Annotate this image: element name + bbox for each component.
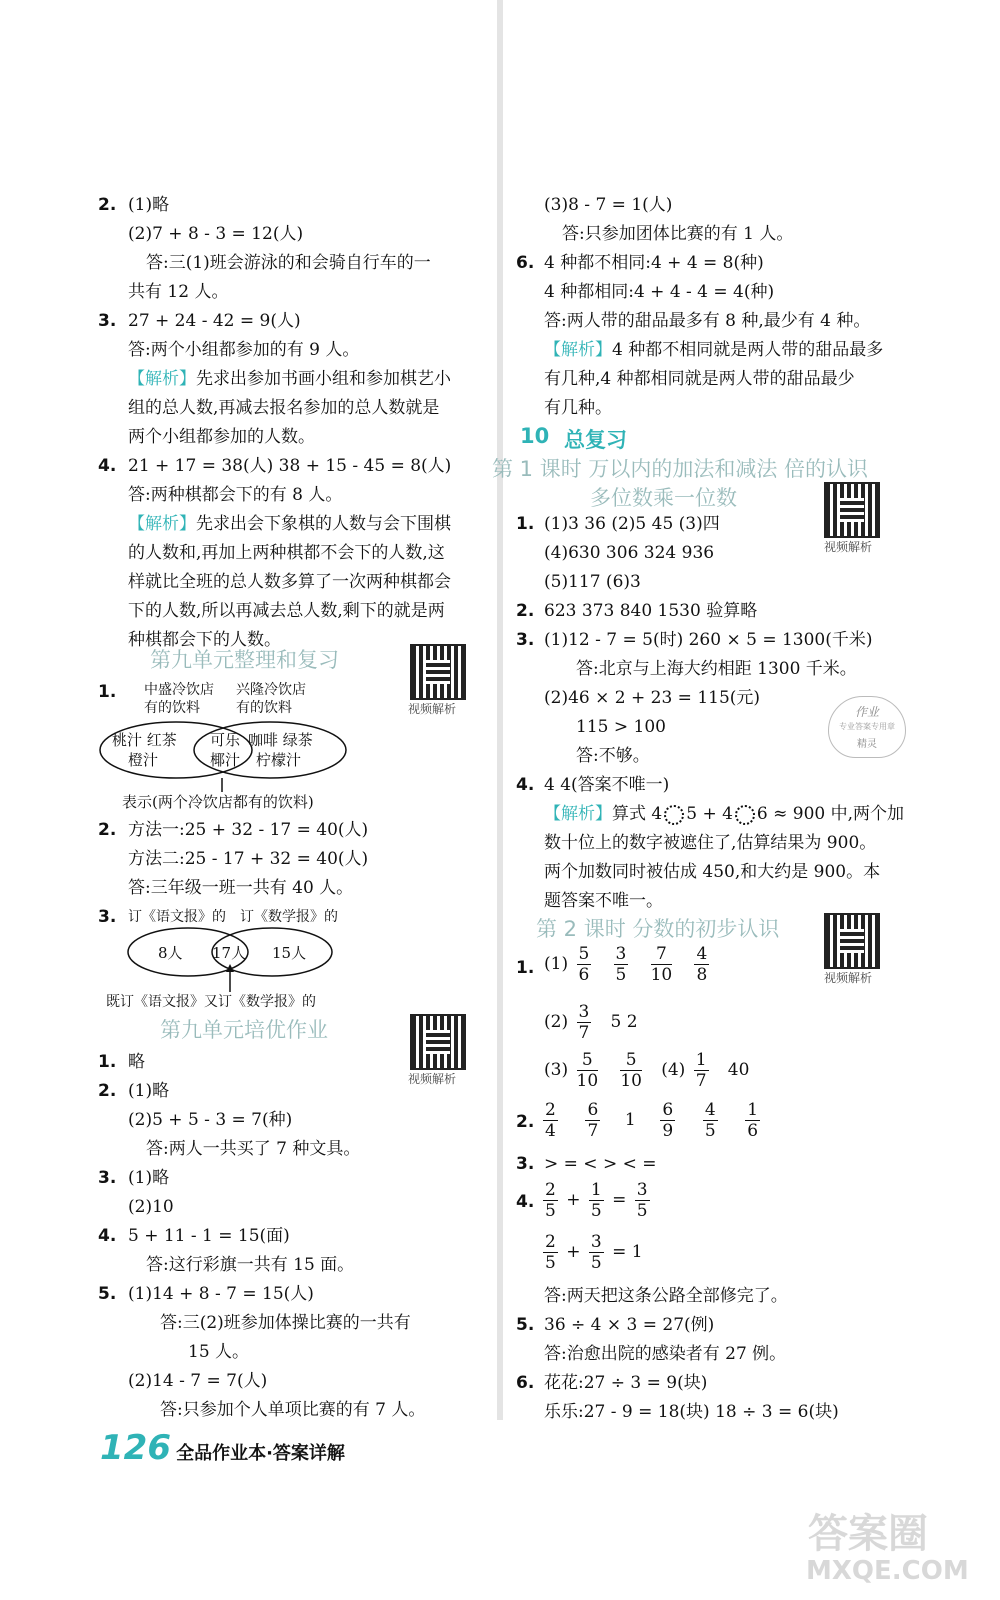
fraction: $\frac{4}{5}$ [704, 1100, 716, 1141]
unit-title: 总复习 [564, 428, 627, 452]
venn-text: 橙汁 [128, 751, 159, 769]
fraction: $\frac{6}{9}$ [662, 1100, 674, 1141]
answer-text: 1 [624, 1110, 636, 1130]
flower-blot-icon [735, 805, 755, 825]
sub-label: (1) [544, 954, 569, 974]
answer-line: 方法二:25 - 17 + 32 = 40(人) [128, 849, 369, 869]
q-number: 2. [98, 195, 117, 215]
qr-code-icon[interactable] [824, 482, 880, 538]
venn-label: 兴隆冷饮店 [236, 682, 306, 698]
fraction: $\frac{1}{5}$ [590, 1180, 602, 1221]
venn-note: 既订《语文报》又订《数学报》的 [106, 994, 316, 1010]
section-heading: 第九单元培优作业 [160, 1018, 328, 1042]
fraction: $\frac{3}{5}$ [636, 1180, 648, 1221]
q-number: 3. [98, 311, 117, 331]
q-number: 1. [516, 958, 535, 978]
venn-text: 可乐 [210, 731, 241, 749]
answer-line: (2)10 [128, 1197, 174, 1217]
lesson-heading: 第 2 课时 分数的初步认识 [536, 917, 780, 941]
qr-label: 视频解析 [824, 971, 873, 985]
q-number: 2. [98, 820, 117, 840]
fraction-row [544, 1002, 638, 1043]
answer-line: 15 人。 [188, 1342, 250, 1362]
analysis-text: 下的人数,所以再减去总人数,剩下的就是两 [128, 601, 445, 621]
answer-line: 答:三(2)班参加体操比赛的一共有 [160, 1313, 411, 1333]
venn-text: 柠檬汁 [256, 751, 302, 769]
q-number: 4. [516, 1192, 535, 1212]
q-number: 4. [98, 1226, 117, 1246]
answer-line: (2)5 + 5 - 3 = 7(种) [128, 1110, 293, 1130]
operator: + [566, 1242, 581, 1262]
q-number: 3. [98, 1168, 117, 1188]
answer-line: (1)3 36 (2)5 45 (3)四 [544, 514, 720, 534]
venn-note: 表示(两个冷饮店都有的饮料) [122, 793, 314, 811]
qr-label: 视频解析 [408, 1072, 457, 1086]
flower-blot-icon [664, 805, 684, 825]
q-number: 2. [516, 601, 535, 621]
unit-number: 10 [520, 424, 550, 448]
answer-line: 答:三年级一班一共有 40 人。 [128, 878, 354, 898]
q-number: 5. [98, 1284, 117, 1304]
book-title: 全品作业本·答案详解 [176, 1443, 345, 1464]
answer-line: 36 ÷ 4 × 3 = 27(例) [544, 1315, 715, 1335]
analysis-text: 4 种都不相同就是两人带的甜品最多 [612, 340, 884, 360]
fraction: $\frac{7}{10}$ [650, 944, 673, 985]
answer-line: (2)14 - 7 = 7(人) [128, 1371, 268, 1391]
venn-label: 订《语文报》的 [128, 909, 226, 925]
answer-line: (1)14 + 8 - 7 = 15(人) [128, 1284, 314, 1304]
answer-text: 5 2 [610, 1012, 638, 1032]
answer-text: 40 [727, 1060, 750, 1080]
fraction: $\frac{5}{10}$ [576, 1050, 599, 1091]
q-number: 1. [98, 682, 117, 702]
page-footer [100, 1428, 345, 1468]
fraction: $\frac{1}{7}$ [695, 1050, 707, 1091]
answer-line: 共有 12 人。 [128, 282, 229, 302]
answer-line: 答:治愈出院的感染者有 27 例。 [544, 1344, 787, 1364]
answer-line: 答:三(1)班会游泳的和会骑自行车的一 [146, 253, 431, 273]
venn-text: 17人 [212, 944, 247, 962]
lesson-heading: 第 1 课时 万以内的加法和减法 倍的认识 [492, 457, 869, 481]
fraction: $\frac{4}{8}$ [696, 944, 708, 985]
answer-line: 答:这行彩旗一共有 15 面。 [146, 1255, 355, 1275]
answer-line: 答:两人带的甜品最多有 8 种,最少有 4 种。 [544, 311, 871, 331]
answer-line: 27 + 24 - 42 = 9(人) [128, 311, 301, 331]
answer-line: (5)117 (6)3 [544, 572, 641, 592]
venn-text: 咖啡 绿茶 [248, 731, 313, 749]
answer-line: (1)略 [128, 195, 170, 215]
answer-line: 623 373 840 1530 验算略 [544, 601, 758, 621]
stamp-seal: 作业 专业答案专用章 精灵 [828, 696, 906, 758]
answer-line: (1)略 [128, 1168, 170, 1188]
fraction-row [540, 1232, 643, 1273]
q-number: 3. [516, 630, 535, 650]
analysis-tag: 【解析】 [128, 369, 196, 389]
answer-line: 方法一:25 + 32 - 17 = 40(人) [128, 820, 369, 840]
qr-code-icon[interactable] [410, 1014, 466, 1070]
q-number: 6. [516, 253, 535, 273]
venn-text: 桃汁 红茶 [112, 731, 177, 749]
fraction: $\frac{2}{5}$ [545, 1232, 556, 1273]
sub-label: (3) [544, 1060, 569, 1080]
answer-line: (2)7 + 8 - 3 = 12(人) [128, 224, 304, 244]
qr-code-icon[interactable] [410, 644, 466, 700]
watermark-logo: 答案圈 [808, 1511, 928, 1557]
sub-label: (4) [661, 1060, 686, 1080]
fraction: $\frac{3}{5}$ [615, 944, 627, 985]
operator: = [612, 1190, 627, 1210]
q-number: 3. [98, 907, 117, 927]
fraction: $\frac{5}{10}$ [620, 1050, 642, 1091]
q-number: 3. [516, 1154, 535, 1174]
answer-line: 4 种都不相同:4 + 4 = 8(种) [544, 253, 764, 273]
answer-line: 答:北京与上海大约相距 1300 千米。 [576, 659, 857, 679]
answer-line: 答:只参加团体比赛的有 1 人。 [562, 224, 794, 244]
venn-label: 中盛冷饮店 [144, 682, 214, 698]
answer-line: 答:只参加个人单项比赛的有 7 人。 [160, 1400, 426, 1420]
watermark-url: MXQE.COM [806, 1556, 969, 1586]
answer-line: (2)46 × 2 + 23 = 115(元) [544, 688, 761, 708]
analysis-text: 5 + 4 [686, 804, 733, 824]
answer-line: 21 + 17 = 38(人) 38 + 15 - 45 = 8(人) [128, 456, 452, 476]
answer-line: 答:不够。 [576, 746, 650, 766]
analysis-text: 有几种,4 种都相同就是两人带的甜品最少 [544, 369, 855, 389]
answer-line: 略 [128, 1052, 145, 1072]
fraction: $\frac{2}{4}$ [545, 1100, 556, 1141]
venn-label: 订《数学报》的 [240, 909, 338, 925]
venn-label: 有的饮料 [144, 700, 200, 716]
answer-line: 115 > 100 [576, 717, 666, 737]
analysis-text: 组的总人数,再减去报名参加的总人数就是 [128, 398, 440, 418]
analysis-text: 的人数和,再加上两种棋都不会下的人数,这 [128, 543, 445, 563]
analysis-tag: 【解析】 [128, 514, 196, 534]
answer-line: > = < > < = [544, 1154, 657, 1174]
fraction-row [544, 1050, 749, 1091]
answer-line: 4 种都相同:4 + 4 - 4 = 4(种) [544, 282, 775, 302]
fraction-row [540, 1180, 653, 1221]
fraction: $\frac{3}{5}$ [590, 1232, 602, 1273]
column-divider [497, 0, 503, 1420]
qr-label: 视频解析 [408, 702, 457, 716]
analysis-text: 算式 4 [612, 804, 663, 824]
venn-text: 15人 [272, 944, 307, 962]
answer-line: 答:两个小组都参加的有 9 人。 [128, 340, 360, 360]
q-number: 6. [516, 1373, 535, 1393]
analysis-text: 数十位上的数字被遮住了,估算结果为 900。 [544, 833, 877, 853]
fraction-row [544, 944, 712, 985]
analysis-text: 题答案不唯一。 [544, 891, 663, 911]
fraction: $\frac{3}{7}$ [578, 1002, 590, 1043]
q-number: 1. [516, 514, 535, 534]
answer-line: (4)630 306 324 936 [544, 543, 715, 563]
answer-line: 4 4(答案不唯一) [544, 775, 670, 795]
answer-line: 答:两人一共买了 7 种文具。 [146, 1139, 361, 1159]
lesson-heading: 多位数乘一位数 [590, 486, 737, 510]
answer-line: 5 + 11 - 1 = 15(面) [128, 1226, 290, 1246]
answer-line: 答:两种棋都会下的有 8 人。 [128, 485, 343, 505]
fraction-row [540, 1100, 763, 1141]
analysis-text: 6 ≈ 900 中,两个加 [756, 804, 905, 824]
q-number: 4. [516, 775, 535, 795]
q-number: 2. [98, 1081, 117, 1101]
venn-text: 椰汁 [210, 751, 241, 769]
qr-code-icon[interactable] [824, 913, 880, 969]
analysis-text: 种棋都会下的人数。 [128, 630, 281, 650]
venn-label: 有的饮料 [236, 700, 292, 716]
q-number: 4. [98, 456, 117, 476]
fraction: $\frac{2}{5}$ [545, 1180, 556, 1221]
answer-line: 花花:27 ÷ 3 = 9(块) [544, 1373, 708, 1393]
fraction: $\frac{6}{7}$ [587, 1100, 599, 1141]
analysis-text: 样就比全班的总人数多算了一次两种棋都会 [128, 572, 451, 592]
answer-line: (1)略 [128, 1081, 170, 1101]
answer-line: (1)12 - 7 = 5(时) 260 × 5 = 1300(千米) [544, 630, 873, 650]
analysis-tag: 【解析】 [544, 340, 612, 360]
section-heading: 第九单元整理和复习 [150, 648, 339, 672]
page-number: 126 [100, 1428, 171, 1468]
analysis-tag: 【解析】 [544, 804, 612, 824]
qr-label: 视频解析 [824, 540, 873, 554]
analysis-text: 两个小组都参加的人数。 [128, 427, 315, 447]
answer-line: 乐乐:27 - 9 = 18(块) 18 ÷ 3 = 6(块) [544, 1402, 839, 1422]
analysis-text: 先求出参加书画小组和参加棋艺小 [196, 369, 451, 389]
q-number: 1. [98, 1052, 117, 1072]
q-number: 2. [516, 1112, 535, 1132]
venn-text: 8人 [158, 944, 183, 962]
analysis-text: 有几种。 [544, 398, 612, 418]
analysis-text: 两个加数同时被估成 450,和大约是 900。本 [544, 862, 881, 882]
q-number: 5. [516, 1315, 535, 1335]
analysis-text: 先求出会下象棋的人数与会下围棋 [196, 514, 451, 534]
answer-line: (3)8 - 7 = 1(人) [544, 195, 673, 215]
fraction: $\frac{1}{6}$ [747, 1100, 759, 1141]
fraction: $\frac{5}{6}$ [578, 944, 590, 985]
answer-line: 答:两天把这条公路全部修完了。 [544, 1286, 788, 1306]
operator: + [566, 1190, 581, 1210]
sub-label: (2) [544, 1012, 569, 1032]
answer-text: = 1 [612, 1242, 643, 1262]
